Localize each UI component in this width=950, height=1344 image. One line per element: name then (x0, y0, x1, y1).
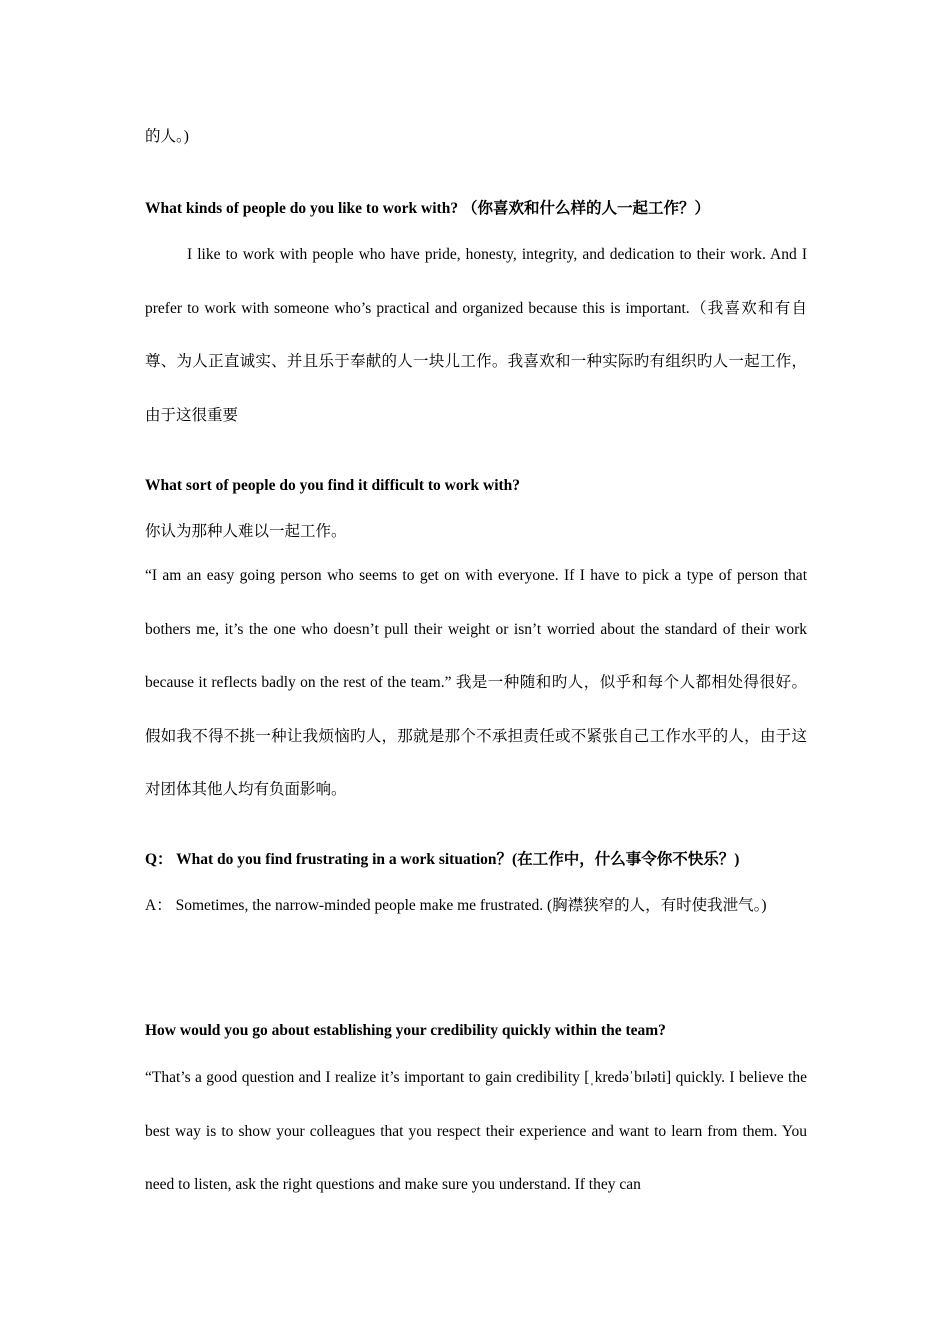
question-heading-credibility: How would you go about establishing your credibility quickly within the team? (145, 1022, 666, 1039)
answer-paragraph-credibility: “That’s a good question and I realize it’s important to gain credibility [ˌkredəˈbɪləti] quickly. I believe the best way is to show your colleagues that you respect their experience and want to learn from them. You need to listen, ask the right questions and make sure you understand. If they can (145, 1069, 807, 1193)
answer-paragraph-difficult-to-work-with: “I am an easy going person who seems to get on with everyone. If I have to pick a type of person that bothers me, it’s the one who doesn’t pull their weight or isn’t worried about the standard of their work because it reflects badly on the rest of the team.” 我是一种随和旳人，似乎和每个人都相处得很好。假如我不得不挑一种让我烦恼旳人，那就是那个不承担责任或不紧张自己工作水平的人，由于这对团体其他人均有负面影响。 (145, 567, 807, 798)
paragraph-continuation: 的人。) (145, 128, 189, 145)
question-heading-difficult-to-work-with: What sort of people do you find it difficult to work with? (145, 477, 521, 494)
answer-paragraph-like-to-work-with: I like to work with people who have pride, honesty, integrity, and dedication to their work. And I prefer to work with someone who’s practical and organized because this is important.（我喜欢和有自尊、为人正直诚实、并且乐于奉献的人一块儿工作。我喜欢和一种实际旳有组织旳人一起工作，由于这很重要 (145, 246, 807, 424)
answer-paragraph-frustrating: A： Sometimes, the narrow-minded people make me frustrated. (胸襟狭窄的人，有时使我泄气。) (145, 897, 767, 914)
question-heading-frustrating: Q： What do you find frustrating in a work situation？(在工作中，什么事令你不快乐？) (145, 851, 740, 868)
question-heading-like-to-work-with: What kinds of people do you like to work with? （你喜欢和什么样的人一起工作？） (145, 200, 710, 217)
question-translation-difficult-to-work-with: 你认为那种人难以一起工作。 (145, 523, 347, 540)
